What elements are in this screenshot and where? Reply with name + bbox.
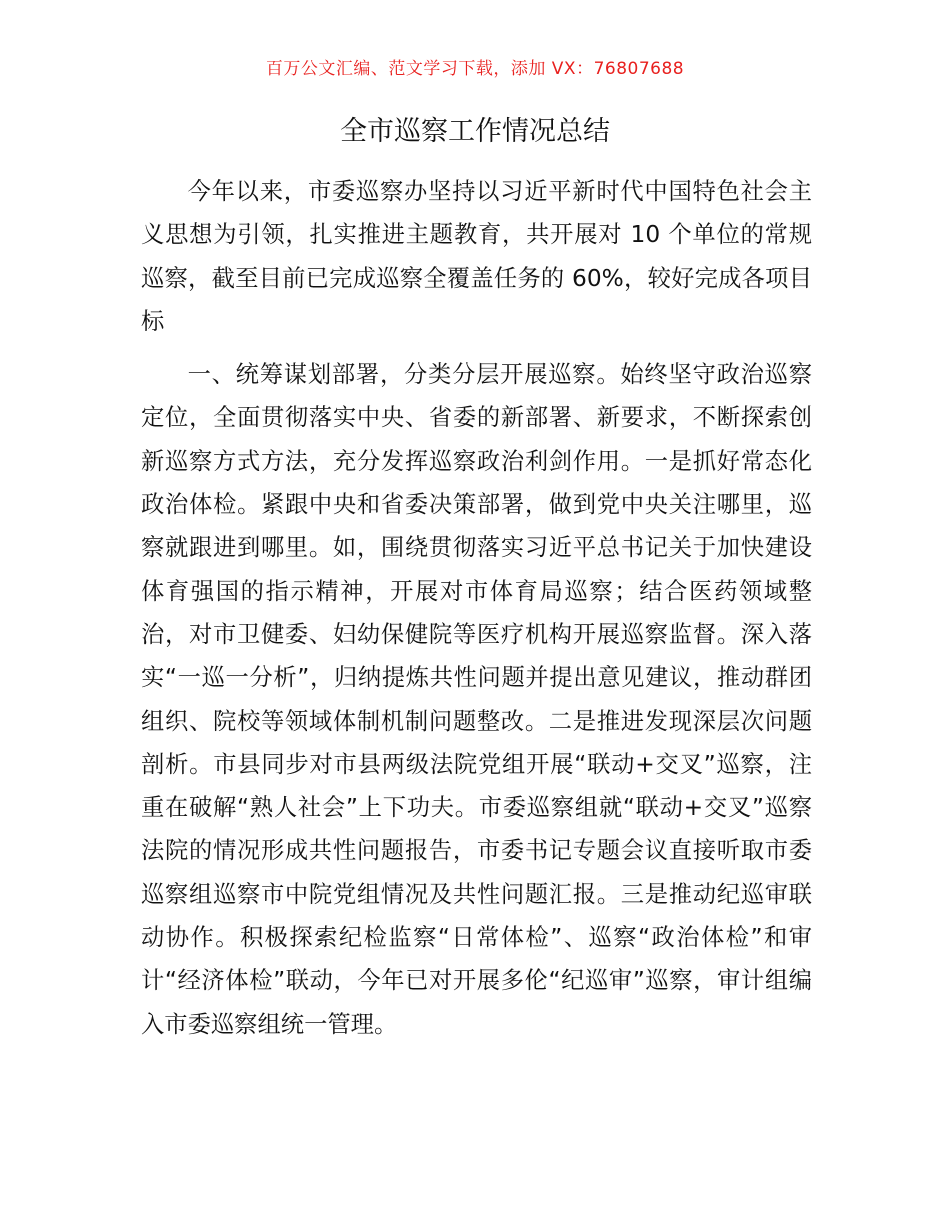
- intro-paragraph: 今年以来，市委巡察办坚持以习近平新时代中国特色社会主义思想为引领，扎实推进主题教育，共开展对 10 个单位的常规巡察，截至目前已完成巡察全覆盖任务的 60%，较好完成各项目标: [141, 178, 812, 335]
- section-one-paragraph: 一、统筹谋划部署，分类分层开展巡察。始终坚守政治巡察定位，全面贯彻落实中央、省委的新部署、新要求，不断探索创新巡察方式方法，充分发挥巡察政治利剑作用。一是抓好常态化政治体检。紧跟中央和省委决策部署，做到党中央关注哪里，巡察就跟进到哪里。如，围绕贯彻落实习近平总书记关于加快建设体育强国的指示精神，开展对市体育局巡察；结合医药领域整治，对市卫健委、妇幼保健院等医疗机构开展巡察监督。深入落实“一巡一分析”，归纳提炼共性问题并提出意见建议，推动群团组织、院校等领域体制机制问题整改。二是推进发现深层次问题剖析。市县同步对市县两级法院党组开展“联动+交叉”巡察，注重在破解“熟人社会”上下功夫。市委巡察组就“联动+交叉”巡察法院的情况形成共性问题报告，市委书记专题会议直接听取市委巡察组巡察市中院党组情况及共性问题汇报。三是推动纪巡审联动协作。积极探索纪检监察“日常体检”、巡察“政治体检”和审计“经济体检”联动，今年已对开展多伦“纪巡审”巡察，审计组编入市委巡察组统一管理。: [141, 361, 812, 1038]
- document-body: [141, 170, 812, 1046]
- header-banner: 百万公文汇编、范文学习下载，添加 VX：76807688: [265, 59, 685, 79]
- document-title: 全市巡察工作情况总结: [340, 116, 610, 147]
